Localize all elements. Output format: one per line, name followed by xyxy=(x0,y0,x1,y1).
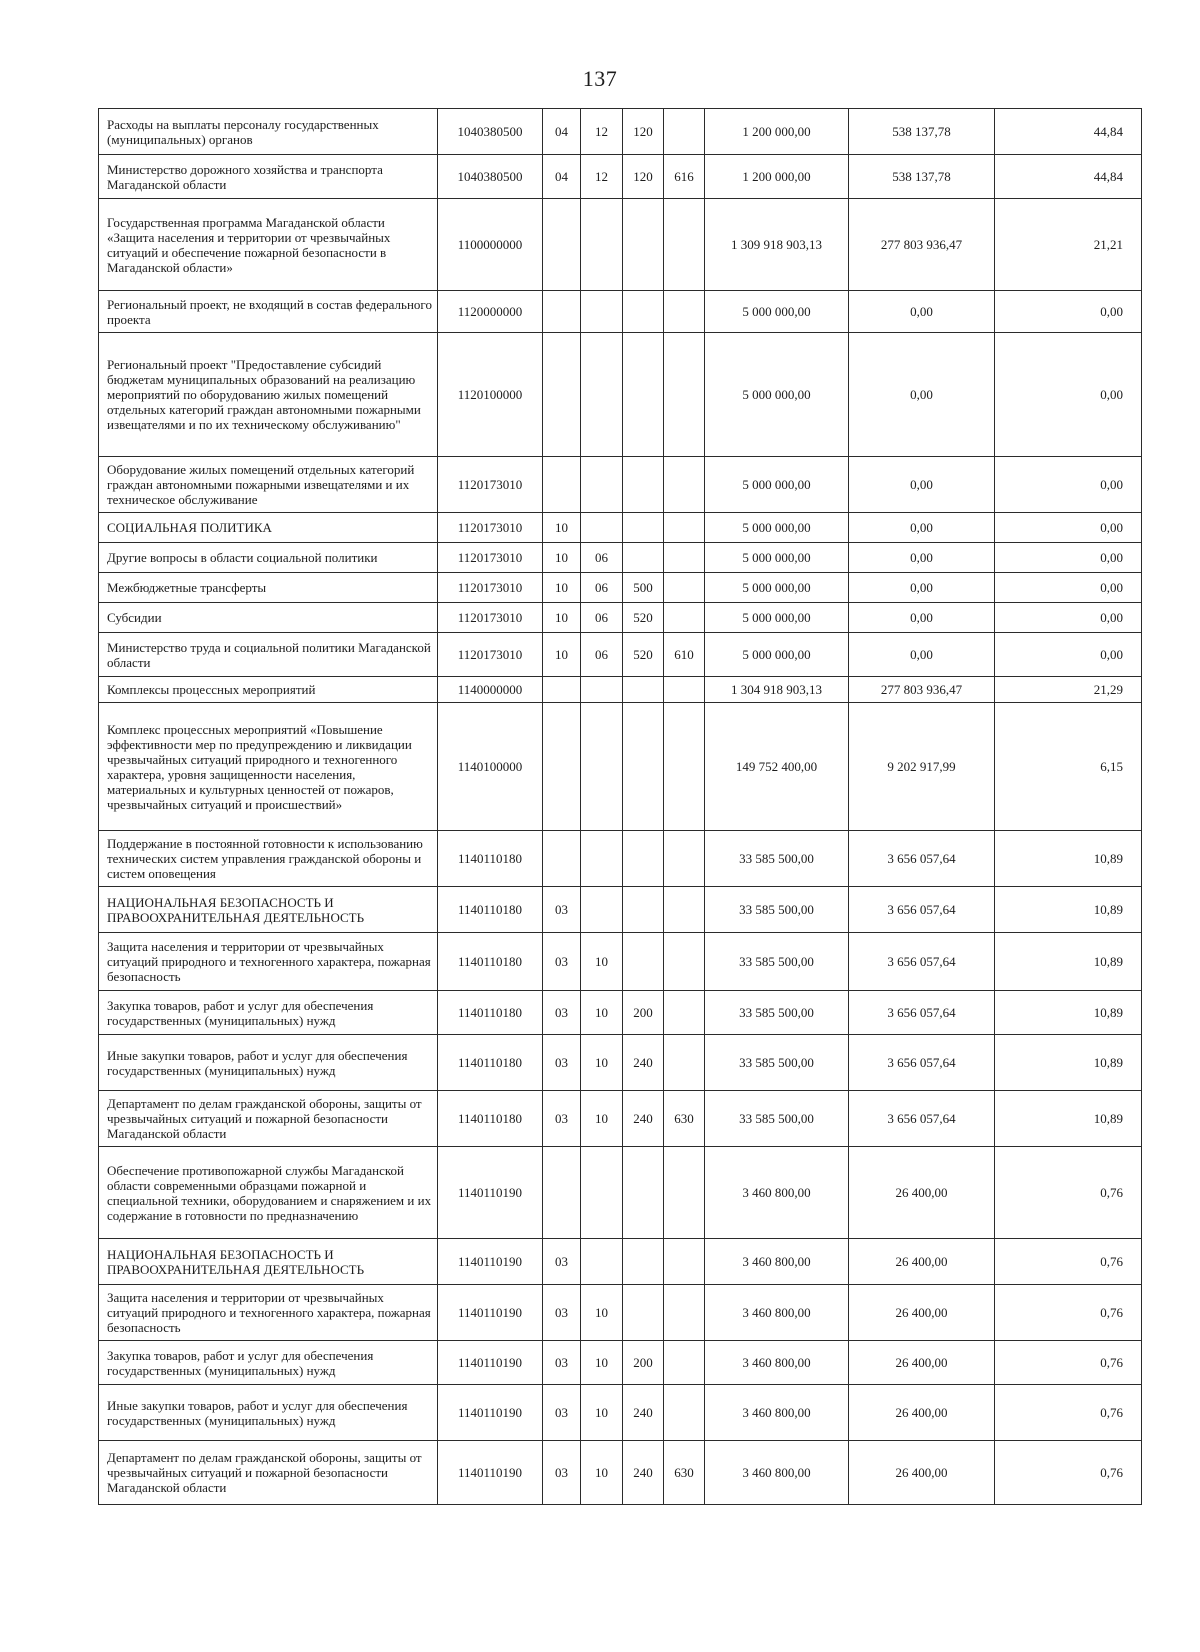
section-cell: 03 xyxy=(543,991,581,1035)
table-row xyxy=(99,291,1142,333)
department-code-cell xyxy=(664,933,705,991)
planned-amount-cell: 3 460 800,00 xyxy=(705,1385,849,1441)
row-name-cell: НАЦИОНАЛЬНАЯ БЕЗОПАСНОСТЬ И ПРАВООХРАНИТЕЛЬНАЯ ДЕЯТЕЛЬНОСТЬ xyxy=(99,887,438,933)
table-row xyxy=(99,1147,1142,1239)
subsection-cell xyxy=(581,1147,623,1239)
expense-type-cell xyxy=(623,677,664,703)
execution-percent-cell: 0,76 xyxy=(995,1285,1142,1341)
subsection-cell: 12 xyxy=(581,155,623,199)
target-article-cell: 1140110180 xyxy=(438,1091,543,1147)
expense-type-cell: 200 xyxy=(623,991,664,1035)
section-cell: 03 xyxy=(543,1441,581,1505)
subsection-cell: 10 xyxy=(581,1341,623,1385)
table-row xyxy=(99,457,1142,513)
execution-percent-cell: 44,84 xyxy=(995,109,1142,155)
planned-amount-cell: 33 585 500,00 xyxy=(705,887,849,933)
subsection-cell xyxy=(581,831,623,887)
section-cell xyxy=(543,677,581,703)
target-article-cell: 1140110190 xyxy=(438,1385,543,1441)
target-article-cell: 1120173010 xyxy=(438,573,543,603)
table-row xyxy=(99,573,1142,603)
expense-type-cell xyxy=(623,199,664,291)
table-row xyxy=(99,1341,1142,1385)
actual-amount-cell: 538 137,78 xyxy=(849,109,995,155)
row-name-cell: Закупка товаров, работ и услуг для обеспечения государственных (муниципальных) нужд xyxy=(99,991,438,1035)
table-row xyxy=(99,1285,1142,1341)
target-article-cell: 1120000000 xyxy=(438,291,543,333)
actual-amount-cell: 26 400,00 xyxy=(849,1441,995,1505)
row-name-cell: Иные закупки товаров, работ и услуг для обеспечения государственных (муниципальных) нужд xyxy=(99,1035,438,1091)
planned-amount-cell: 1 200 000,00 xyxy=(705,109,849,155)
table-row xyxy=(99,199,1142,291)
subsection-cell: 10 xyxy=(581,933,623,991)
execution-percent-cell: 0,00 xyxy=(995,633,1142,677)
table-row xyxy=(99,1035,1142,1091)
section-cell: 10 xyxy=(543,603,581,633)
row-name-cell: Комплексы процессных мероприятий xyxy=(99,677,438,703)
section-cell: 10 xyxy=(543,513,581,543)
row-name-cell: Субсидии xyxy=(99,603,438,633)
execution-percent-cell: 21,21 xyxy=(995,199,1142,291)
department-code-cell xyxy=(664,991,705,1035)
actual-amount-cell: 26 400,00 xyxy=(849,1341,995,1385)
actual-amount-cell: 0,00 xyxy=(849,573,995,603)
actual-amount-cell: 26 400,00 xyxy=(849,1147,995,1239)
expense-type-cell xyxy=(623,1285,664,1341)
section-cell xyxy=(543,831,581,887)
table-row xyxy=(99,887,1142,933)
planned-amount-cell: 5 000 000,00 xyxy=(705,457,849,513)
target-article-cell: 1140110190 xyxy=(438,1285,543,1341)
expense-type-cell xyxy=(623,543,664,573)
expense-type-cell xyxy=(623,513,664,543)
row-name-cell: Расходы на выплаты персоналу государственных (муниципальных) органов xyxy=(99,109,438,155)
row-name-cell: НАЦИОНАЛЬНАЯ БЕЗОПАСНОСТЬ И ПРАВООХРАНИТЕЛЬНАЯ ДЕЯТЕЛЬНОСТЬ xyxy=(99,1239,438,1285)
actual-amount-cell: 0,00 xyxy=(849,543,995,573)
row-name-cell: Департамент по делам гражданской обороны, защиты от чрезвычайных ситуаций и пожарной безопасности Магаданской области xyxy=(99,1091,438,1147)
row-name-cell: Поддержание в постоянной готовности к использованию технических систем управления гражданской обороны и систем оповещения xyxy=(99,831,438,887)
execution-percent-cell: 0,00 xyxy=(995,603,1142,633)
page-number: 137 xyxy=(582,66,618,91)
execution-percent-cell: 0,76 xyxy=(995,1341,1142,1385)
planned-amount-cell: 33 585 500,00 xyxy=(705,991,849,1035)
actual-amount-cell: 3 656 057,64 xyxy=(849,1091,995,1147)
department-code-cell xyxy=(664,1239,705,1285)
section-cell: 10 xyxy=(543,543,581,573)
table-row xyxy=(99,703,1142,831)
section-cell xyxy=(543,199,581,291)
subsection-cell xyxy=(581,887,623,933)
department-code-cell xyxy=(664,573,705,603)
department-code-cell xyxy=(664,1385,705,1441)
section-cell xyxy=(543,1147,581,1239)
expense-type-cell: 120 xyxy=(623,155,664,199)
actual-amount-cell: 3 656 057,64 xyxy=(849,831,995,887)
department-code-cell xyxy=(664,703,705,831)
execution-percent-cell: 0,00 xyxy=(995,291,1142,333)
expense-type-cell xyxy=(623,703,664,831)
subsection-cell: 10 xyxy=(581,1091,623,1147)
target-article-cell: 1140110190 xyxy=(438,1147,543,1239)
expense-type-cell: 520 xyxy=(623,603,664,633)
department-code-cell xyxy=(664,199,705,291)
expense-type-cell xyxy=(623,933,664,991)
department-code-cell xyxy=(664,291,705,333)
target-article-cell: 1040380500 xyxy=(438,155,543,199)
execution-percent-cell: 0,76 xyxy=(995,1385,1142,1441)
planned-amount-cell: 3 460 800,00 xyxy=(705,1285,849,1341)
table-row xyxy=(99,1441,1142,1505)
table-row xyxy=(99,333,1142,457)
subsection-cell xyxy=(581,291,623,333)
execution-percent-cell: 10,89 xyxy=(995,1091,1142,1147)
subsection-cell xyxy=(581,333,623,457)
target-article-cell: 1140000000 xyxy=(438,677,543,703)
expense-type-cell: 500 xyxy=(623,573,664,603)
row-name-cell: Защита населения и территории от чрезвычайных ситуаций природного и техногенного характера, пожарная безопасность xyxy=(99,1285,438,1341)
planned-amount-cell: 3 460 800,00 xyxy=(705,1147,849,1239)
subsection-cell: 06 xyxy=(581,603,623,633)
subsection-cell xyxy=(581,457,623,513)
target-article-cell: 1120173010 xyxy=(438,603,543,633)
actual-amount-cell: 9 202 917,99 xyxy=(849,703,995,831)
expense-type-cell: 240 xyxy=(623,1385,664,1441)
planned-amount-cell: 5 000 000,00 xyxy=(705,603,849,633)
table-row xyxy=(99,109,1142,155)
department-code-cell xyxy=(664,831,705,887)
target-article-cell: 1140110190 xyxy=(438,1341,543,1385)
execution-percent-cell: 0,00 xyxy=(995,543,1142,573)
execution-percent-cell: 10,89 xyxy=(995,831,1142,887)
budget-table xyxy=(98,108,1142,1505)
subsection-cell: 10 xyxy=(581,1385,623,1441)
subsection-cell: 06 xyxy=(581,573,623,603)
planned-amount-cell: 5 000 000,00 xyxy=(705,543,849,573)
subsection-cell: 10 xyxy=(581,1285,623,1341)
section-cell: 03 xyxy=(543,1091,581,1147)
section-cell: 10 xyxy=(543,573,581,603)
row-name-cell: Обеспечение противопожарной службы Магаданской области современными образцами пожарной и специальной техники, оборудованием и снаряжением и их содержание в готовности по предназначению xyxy=(99,1147,438,1239)
actual-amount-cell: 26 400,00 xyxy=(849,1239,995,1285)
target-article-cell: 1140100000 xyxy=(438,703,543,831)
target-article-cell: 1040380500 xyxy=(438,109,543,155)
table-row xyxy=(99,155,1142,199)
expense-type-cell xyxy=(623,831,664,887)
section-cell: 04 xyxy=(543,155,581,199)
expense-type-cell: 240 xyxy=(623,1441,664,1505)
row-name-cell: Межбюджетные трансферты xyxy=(99,573,438,603)
execution-percent-cell: 0,00 xyxy=(995,513,1142,543)
section-cell: 03 xyxy=(543,1341,581,1385)
section-cell: 03 xyxy=(543,933,581,991)
section-cell xyxy=(543,291,581,333)
department-code-cell xyxy=(664,1147,705,1239)
planned-amount-cell: 1 309 918 903,13 xyxy=(705,199,849,291)
section-cell: 10 xyxy=(543,633,581,677)
execution-percent-cell: 10,89 xyxy=(995,991,1142,1035)
row-name-cell: Комплекс процессных мероприятий «Повышение эффективности мер по предупреждению и ликвидации чрезвычайных ситуаций природного и техногенного характера, уровня защищенности населения, материальных и культурных ценностей от пожаров, чрезвычайных ситуаций и происшествий» xyxy=(99,703,438,831)
table-body xyxy=(99,109,1142,1505)
department-code-cell: 610 xyxy=(664,633,705,677)
actual-amount-cell: 26 400,00 xyxy=(849,1385,995,1441)
department-code-cell: 616 xyxy=(664,155,705,199)
actual-amount-cell: 277 803 936,47 xyxy=(849,199,995,291)
target-article-cell: 1140110190 xyxy=(438,1441,543,1505)
subsection-cell: 10 xyxy=(581,1441,623,1505)
department-code-cell xyxy=(664,677,705,703)
target-article-cell: 1140110180 xyxy=(438,1035,543,1091)
execution-percent-cell: 0,00 xyxy=(995,573,1142,603)
table-row xyxy=(99,991,1142,1035)
table-row xyxy=(99,1091,1142,1147)
row-name-cell: Министерство труда и социальной политики Магаданской области xyxy=(99,633,438,677)
table-row xyxy=(99,543,1142,573)
section-cell: 03 xyxy=(543,1285,581,1341)
row-name-cell: Государственная программа Магаданской области «Защита населения и территории от чрезвычайных ситуаций и обеспечение пожарной безопасности в Магаданской области» xyxy=(99,199,438,291)
actual-amount-cell: 26 400,00 xyxy=(849,1285,995,1341)
department-code-cell xyxy=(664,1035,705,1091)
execution-percent-cell: 10,89 xyxy=(995,1035,1142,1091)
department-code-cell: 630 xyxy=(664,1091,705,1147)
expense-type-cell xyxy=(623,457,664,513)
subsection-cell: 06 xyxy=(581,633,623,677)
row-name-cell: Региональный проект, не входящий в состав федерального проекта xyxy=(99,291,438,333)
section-cell: 03 xyxy=(543,1239,581,1285)
department-code-cell xyxy=(664,457,705,513)
subsection-cell xyxy=(581,703,623,831)
planned-amount-cell: 1 200 000,00 xyxy=(705,155,849,199)
execution-percent-cell: 10,89 xyxy=(995,933,1142,991)
section-cell: 03 xyxy=(543,1035,581,1091)
planned-amount-cell: 3 460 800,00 xyxy=(705,1441,849,1505)
execution-percent-cell: 0,00 xyxy=(995,457,1142,513)
planned-amount-cell: 33 585 500,00 xyxy=(705,1091,849,1147)
target-article-cell: 1140110180 xyxy=(438,887,543,933)
execution-percent-cell: 0,76 xyxy=(995,1239,1142,1285)
expense-type-cell xyxy=(623,333,664,457)
table-row xyxy=(99,1239,1142,1285)
actual-amount-cell: 0,00 xyxy=(849,291,995,333)
department-code-cell xyxy=(664,603,705,633)
actual-amount-cell: 3 656 057,64 xyxy=(849,933,995,991)
planned-amount-cell: 5 000 000,00 xyxy=(705,333,849,457)
table-row xyxy=(99,831,1142,887)
subsection-cell xyxy=(581,199,623,291)
execution-percent-cell: 6,15 xyxy=(995,703,1142,831)
execution-percent-cell: 0,76 xyxy=(995,1147,1142,1239)
row-name-cell: Региональный проект "Предоставление субсидий бюджетам муниципальных образований на реализацию мероприятий по оборудованию жилых помещений отдельных категорий граждан автономными пожарными извещателями и по их техническому обслуживанию" xyxy=(99,333,438,457)
target-article-cell: 1120173010 xyxy=(438,543,543,573)
section-cell xyxy=(543,703,581,831)
execution-percent-cell: 0,00 xyxy=(995,333,1142,457)
expense-type-cell: 240 xyxy=(623,1091,664,1147)
department-code-cell xyxy=(664,333,705,457)
execution-percent-cell: 44,84 xyxy=(995,155,1142,199)
planned-amount-cell: 1 304 918 903,13 xyxy=(705,677,849,703)
expense-type-cell xyxy=(623,1147,664,1239)
target-article-cell: 1120173010 xyxy=(438,633,543,677)
planned-amount-cell: 33 585 500,00 xyxy=(705,1035,849,1091)
subsection-cell: 12 xyxy=(581,109,623,155)
expense-type-cell xyxy=(623,1239,664,1285)
subsection-cell: 10 xyxy=(581,991,623,1035)
department-code-cell xyxy=(664,543,705,573)
target-article-cell: 1120173010 xyxy=(438,457,543,513)
department-code-cell xyxy=(664,1341,705,1385)
row-name-cell: Оборудование жилых помещений отдельных категорий граждан автономными пожарными извещателями и их техническое обслуживание xyxy=(99,457,438,513)
planned-amount-cell: 149 752 400,00 xyxy=(705,703,849,831)
actual-amount-cell: 277 803 936,47 xyxy=(849,677,995,703)
expense-type-cell xyxy=(623,887,664,933)
subsection-cell xyxy=(581,1239,623,1285)
actual-amount-cell: 0,00 xyxy=(849,603,995,633)
section-cell xyxy=(543,333,581,457)
expense-type-cell xyxy=(623,291,664,333)
department-code-cell xyxy=(664,109,705,155)
actual-amount-cell: 3 656 057,64 xyxy=(849,1035,995,1091)
target-article-cell: 1140110180 xyxy=(438,933,543,991)
actual-amount-cell: 3 656 057,64 xyxy=(849,991,995,1035)
table-row xyxy=(99,603,1142,633)
section-cell: 04 xyxy=(543,109,581,155)
section-cell: 03 xyxy=(543,1385,581,1441)
actual-amount-cell: 538 137,78 xyxy=(849,155,995,199)
actual-amount-cell: 0,00 xyxy=(849,457,995,513)
department-code-cell xyxy=(664,1285,705,1341)
department-code-cell xyxy=(664,887,705,933)
expense-type-cell: 520 xyxy=(623,633,664,677)
subsection-cell xyxy=(581,677,623,703)
subsection-cell: 10 xyxy=(581,1035,623,1091)
planned-amount-cell: 5 000 000,00 xyxy=(705,291,849,333)
planned-amount-cell: 5 000 000,00 xyxy=(705,633,849,677)
row-name-cell: Иные закупки товаров, работ и услуг для обеспечения государственных (муниципальных) нужд xyxy=(99,1385,438,1441)
section-cell: 03 xyxy=(543,887,581,933)
row-name-cell: Защита населения и территории от чрезвычайных ситуаций природного и техногенного характера, пожарная безопасность xyxy=(99,933,438,991)
actual-amount-cell: 0,00 xyxy=(849,513,995,543)
row-name-cell: СОЦИАЛЬНАЯ ПОЛИТИКА xyxy=(99,513,438,543)
row-name-cell: Министерство дорожного хозяйства и транспорта Магаданской области xyxy=(99,155,438,199)
expense-type-cell: 120 xyxy=(623,109,664,155)
target-article-cell: 1140110180 xyxy=(438,991,543,1035)
planned-amount-cell: 3 460 800,00 xyxy=(705,1239,849,1285)
actual-amount-cell: 0,00 xyxy=(849,633,995,677)
table-row xyxy=(99,677,1142,703)
target-article-cell: 1120173010 xyxy=(438,513,543,543)
actual-amount-cell: 3 656 057,64 xyxy=(849,887,995,933)
table-row xyxy=(99,933,1142,991)
row-name-cell: Закупка товаров, работ и услуг для обеспечения государственных (муниципальных) нужд xyxy=(99,1341,438,1385)
target-article-cell: 1140110190 xyxy=(438,1239,543,1285)
execution-percent-cell: 0,76 xyxy=(995,1441,1142,1505)
subsection-cell xyxy=(581,513,623,543)
table-row xyxy=(99,633,1142,677)
execution-percent-cell: 21,29 xyxy=(995,677,1142,703)
department-code-cell: 630 xyxy=(664,1441,705,1505)
row-name-cell: Другие вопросы в области социальной политики xyxy=(99,543,438,573)
target-article-cell: 1120100000 xyxy=(438,333,543,457)
department-code-cell xyxy=(664,513,705,543)
expense-type-cell: 200 xyxy=(623,1341,664,1385)
table-row xyxy=(99,513,1142,543)
target-article-cell: 1100000000 xyxy=(438,199,543,291)
table-row xyxy=(99,1385,1142,1441)
row-name-cell: Департамент по делам гражданской обороны, защиты от чрезвычайных ситуаций и пожарной безопасности Магаданской области xyxy=(99,1441,438,1505)
expense-type-cell: 240 xyxy=(623,1035,664,1091)
actual-amount-cell: 0,00 xyxy=(849,333,995,457)
planned-amount-cell: 5 000 000,00 xyxy=(705,573,849,603)
section-cell xyxy=(543,457,581,513)
planned-amount-cell: 33 585 500,00 xyxy=(705,933,849,991)
planned-amount-cell: 33 585 500,00 xyxy=(705,831,849,887)
planned-amount-cell: 5 000 000,00 xyxy=(705,513,849,543)
planned-amount-cell: 3 460 800,00 xyxy=(705,1341,849,1385)
subsection-cell: 06 xyxy=(581,543,623,573)
target-article-cell: 1140110180 xyxy=(438,831,543,887)
execution-percent-cell: 10,89 xyxy=(995,887,1142,933)
